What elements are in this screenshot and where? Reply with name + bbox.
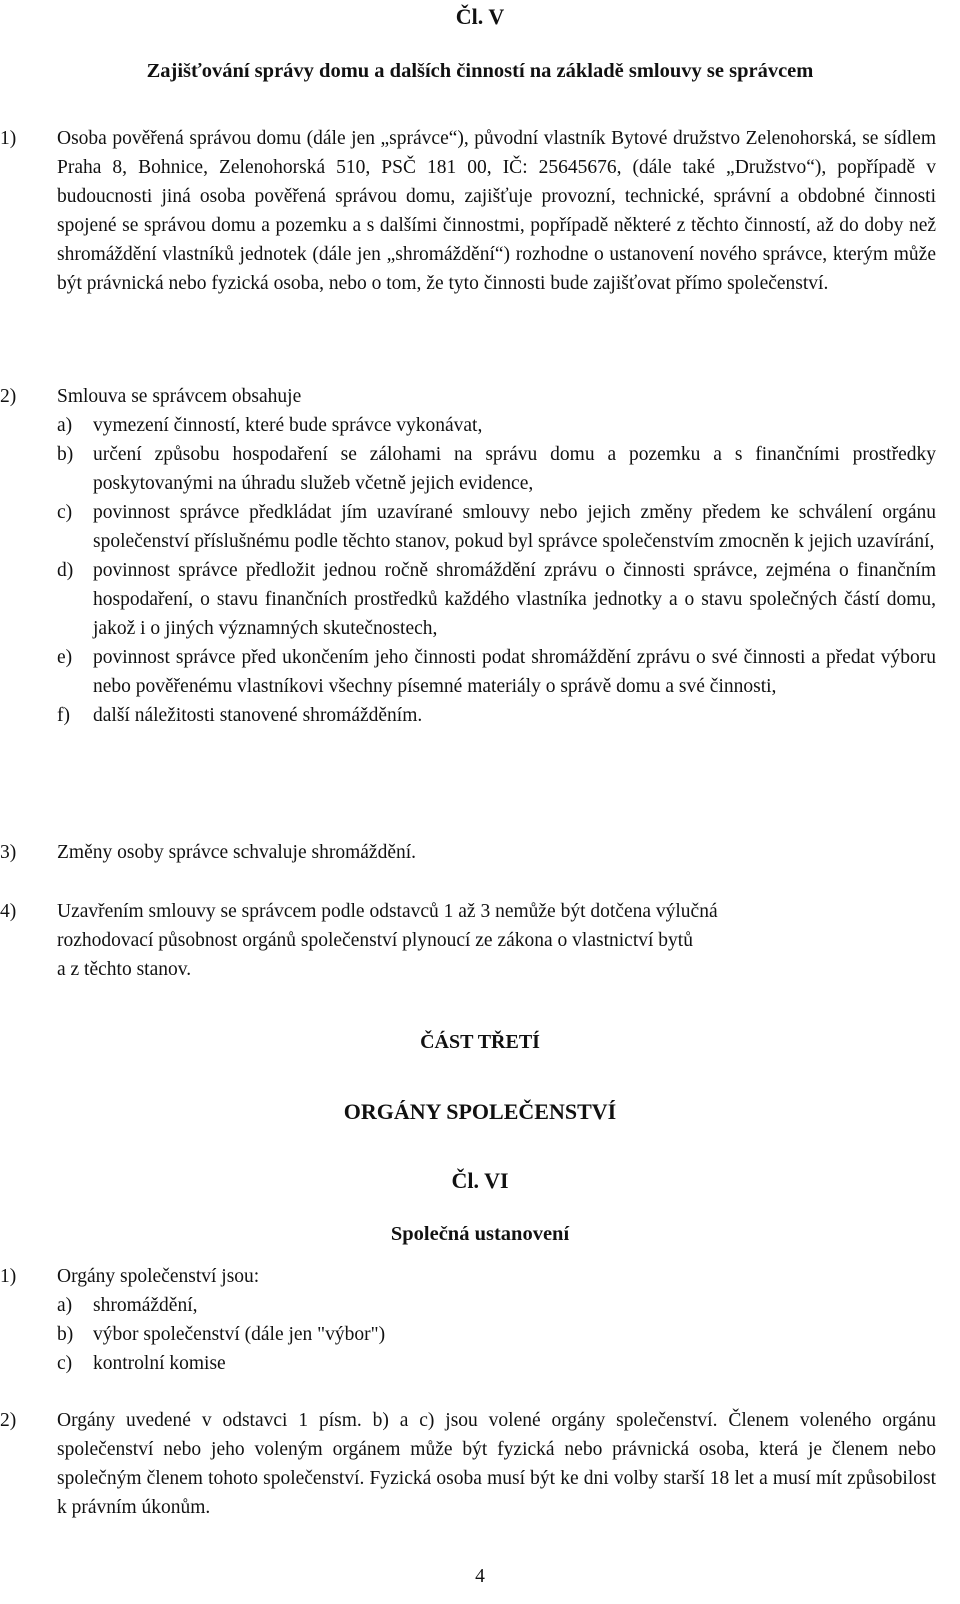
contract-contents-list <box>57 411 936 730</box>
paragraph-number: 3) <box>0 842 17 863</box>
paragraph-text: Změny osoby správce schvaluje shromáždění. <box>57 842 417 863</box>
list-item-label: b) <box>57 444 74 465</box>
list-item-label: c) <box>57 502 73 523</box>
section-vi-title: Společná ustanovení <box>390 1223 570 1245</box>
paragraph-line: rozhodovací působnost orgánů společenství plynoucí ze zákona o vlastnictví bytů <box>57 930 693 951</box>
paragraph-text: Osoba pověřená správou domu (dále jen „správce“), původní vlastník Bytové družstvo Zelenohorská, se sídlem Praha 8, Bohnice, Zelenohorská 510, PSČ 181 00, IČ: 25645676, (dále také „Družstvo“), popřípadě v budoucnosti jiná osoba pověřená správou domu, zajišťuje provozní, technické, správní a obdobné činnosti spojené se správou domu a pozemku a s dalšími činnostmi, popřípadě některé z těchto činností, až do doby než shromáždění vlastníků jednotek (dále jen „shromáždění“) rozhodne o ustanovení nového správce, kterým může být právnická nebo fyzická osoba, nebo o tom, že tyto činnosti bude zajišťovat přímo společenství. <box>57 128 936 294</box>
list-item-text: povinnost správce před ukončením jeho činnosti podat shromáždění zprávu o své činnosti a předat výboru nebo pověřenému vlastníkovi všechny písemné materiály o správě domu a své činnosti, <box>93 647 936 697</box>
list-item-text: shromáždění, <box>93 1295 198 1316</box>
section-v-heading: Čl. V <box>455 4 505 29</box>
list-item <box>57 498 936 556</box>
paragraph-text: Orgány uvedené v odstavci 1 písm. b) a c) jsou volené orgány společenství. Členem voleného orgánu společenství nebo jeho voleným orgánem může být fyzická nebo právnická osoba, která je členem nebo společným členem tohoto společenství. Fyzická osoba musí být ke dni volby starší 18 let a musí mít způsobilost k právním úkonům. <box>57 1410 936 1518</box>
list-item <box>57 1291 936 1320</box>
paragraph-line: a z těchto stanov. <box>57 959 192 980</box>
list-item <box>57 440 936 498</box>
list-item-label: e) <box>57 647 73 668</box>
list-item <box>57 411 936 440</box>
paragraph-number: 4) <box>0 901 17 922</box>
list-item-text: povinnost správce předložit jednou ročně shromáždění zprávu o činnosti správce, zejména o finančním hospodaření, o stavu finančních prostředků každého vlastníka jednotky a o stavu společných částí domu, jakož i o jiných významných skutečnostech, <box>93 560 936 639</box>
list-item-label: a) <box>57 415 73 436</box>
paragraph-text <box>57 897 936 984</box>
list-item-text: určení způsobu hospodaření se zálohami na správu domu a pozemku a s finančními prostředky poskytovanými na úhradu služeb včetně jejich evidence, <box>93 444 936 494</box>
list-item-label: f) <box>57 705 70 726</box>
organs-list <box>57 1291 936 1378</box>
paragraph-number: 2) <box>0 386 17 407</box>
list-item <box>57 643 936 701</box>
list-item-text: kontrolní komise <box>93 1353 226 1374</box>
list-item-text: vymezení činností, které bude správce vykonávat, <box>93 415 483 436</box>
list-item-label: b) <box>57 1324 74 1345</box>
list-item-label: a) <box>57 1295 73 1316</box>
section-v-title: Zajišťování správy domu a dalších činností na základě smlouvy se správcem <box>146 60 814 82</box>
part-three-title: ČÁST TŘETÍ <box>420 1031 540 1053</box>
list-item-text: další náležitosti stanovené shromážděním. <box>93 705 423 726</box>
list-item-text: výbor společenství (dále jen "výbor") <box>93 1324 386 1345</box>
section-vi-heading: Čl. VI <box>451 1168 509 1193</box>
paragraph-number: 1) <box>0 1266 17 1287</box>
list-item-text: povinnost správce předkládat jím uzavírané smlouvy nebo jejich změny předem ke schválení orgánu společenství příslušnému podle těchto stanov, pokud byl správce společenstvím zmocněn k jejich uzavírání, <box>93 502 936 552</box>
list-item-label: c) <box>57 1353 73 1374</box>
paragraph-number: 1) <box>0 128 17 149</box>
part-three-subtitle: ORGÁNY SPOLEČENSTVÍ <box>343 1099 617 1124</box>
list-item <box>57 701 936 730</box>
page-number: 4 <box>475 1566 485 1587</box>
paragraph-line: Uzavřením smlouvy se správcem podle odstavců 1 až 3 nemůže být dotčena výlučná <box>57 901 718 922</box>
paragraph-number: 2) <box>0 1410 17 1431</box>
paragraph-intro: Smlouva se správcem obsahuje <box>57 386 302 407</box>
list-item <box>57 1349 936 1378</box>
list-item-label: d) <box>57 560 74 581</box>
list-item <box>57 556 936 643</box>
paragraph-intro: Orgány společenství jsou: <box>57 1266 260 1287</box>
list-item <box>57 1320 936 1349</box>
